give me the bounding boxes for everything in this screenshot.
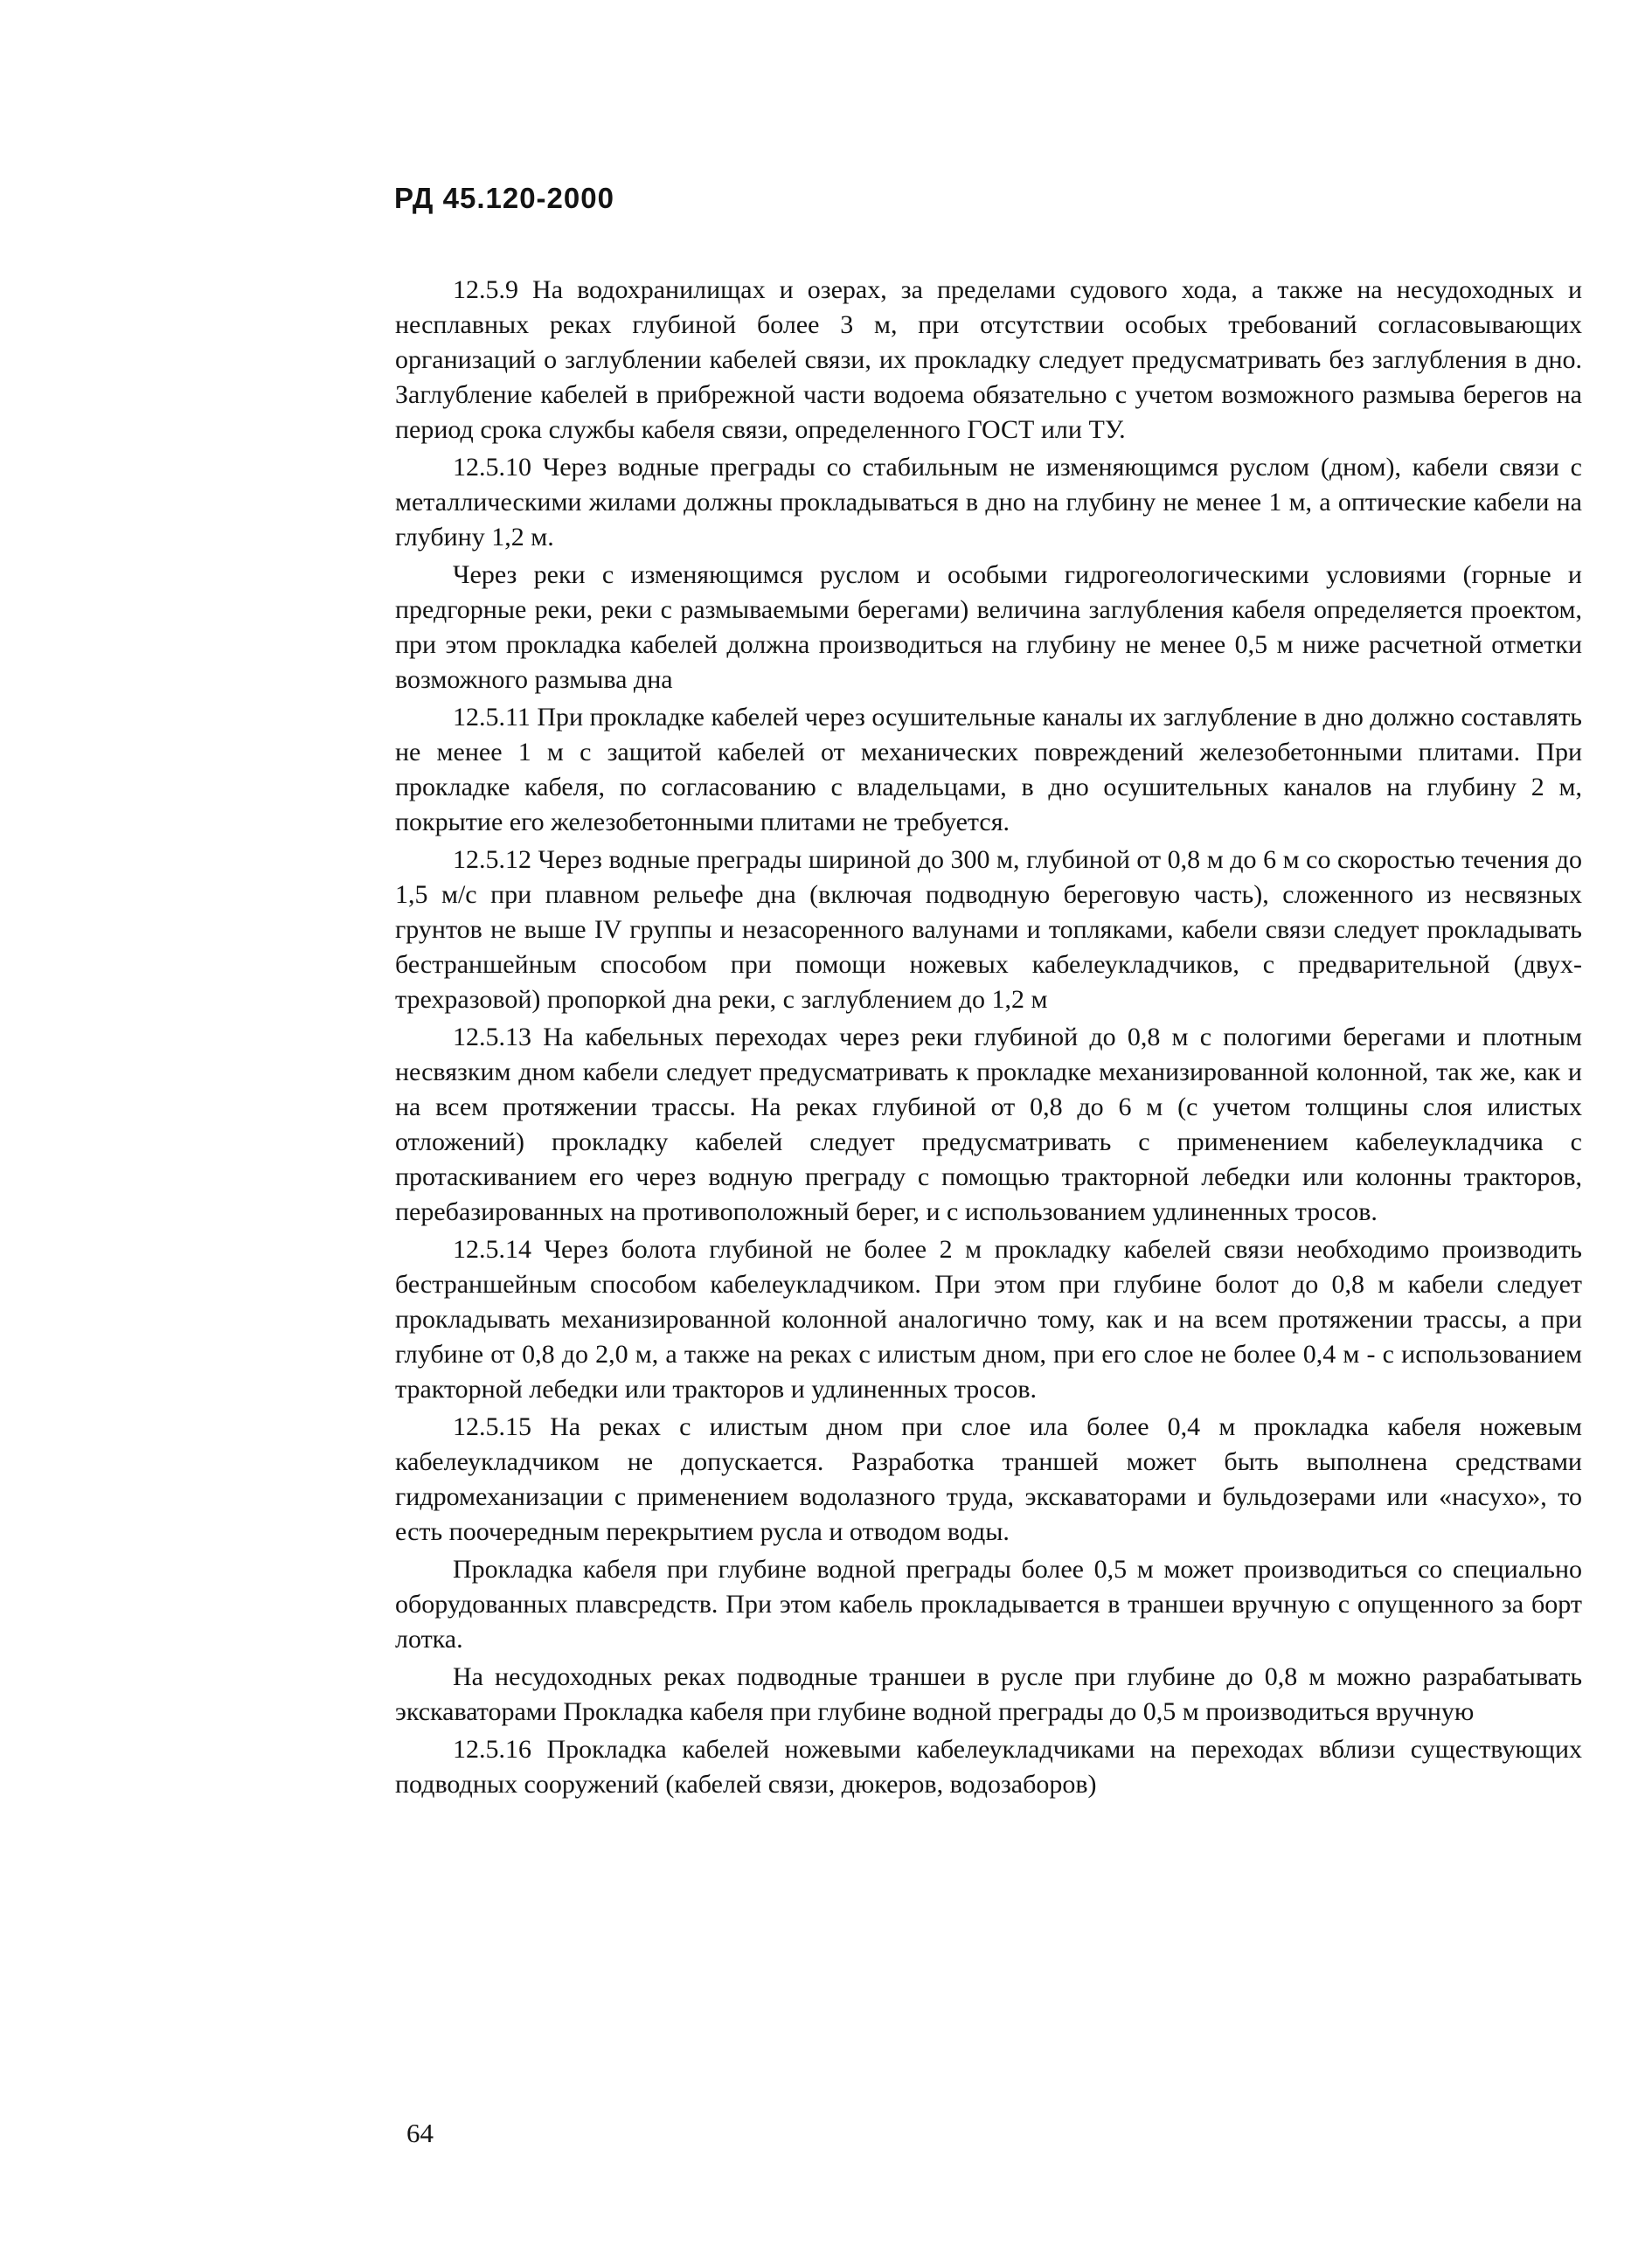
paragraph-12-5-15-vessels: Прокладка кабеля при глубине водной преграды более 0,5 м может производиться со специально оборудованных плавсредств. При этом кабель прокладывается в траншеи вручную с опущенного за борт лотка. (395, 1555, 1582, 1654)
paragraph-12-5-15: 12.5.15 На реках с илистым дном при слое ила более 0,4 м прокладка кабеля ножевым кабелеукладчиком не допускается. Разработка траншей может быть выполнена средствами гидромеханизации с применением водолазного труда, экскаваторами и бульдозерами или «насухо», то есть поочередным перекрытием русла и отводом воды. (395, 1412, 1582, 1546)
document-code-header: РД 45.120-2000 (394, 182, 614, 214)
paragraph-12-5-14: 12.5.14 Через болота глубиной не более 2 м прокладку кабелей связи необходимо производить бестраншейным способом кабелеукладчиком. При этом при глубине болот до 0,8 м кабели следует прокладывать механизированной колонной аналогично тому, как и на всем протяжении трассы, а при глубине от 0,8 до 2,0 м, а также на реках с илистым дном, при его слое не более 0,4 м - с использованием тракторной лебедки или тракторов и удлиненных тросов. (395, 1235, 1582, 1404)
paragraph-12-5-12: 12.5.12 Через водные преграды шириной до 300 м, глубиной от 0,8 м до 6 м со скоростью течения до 1,5 м/с при плавном рельефе дна (включая подводную береговую часть), сложенного из несвязных грунтов не выше IV группы и незасоренного валунами и топляками, кабели связи следует прокладывать бестраншейным способом при помощи ножевых кабелеукладчиков, с предварительной (двух-трехразовой) пропоркой дна реки, с заглублением до 1,2 м (395, 845, 1582, 1014)
paragraph-12-5-9: 12.5.9 На водохранилищах и озерах, за пределами судового хода, а также на несудоходных и несплавных реках глубиной более 3 м, при отсутствии особых требований согласовывающих организаций о заглублении кабелей связи, их прокладку следует предусматривать без заглубления в дно. Заглубление кабелей в прибрежной части водоема обязательно с учетом возможного размыва берегов на период срока службы кабеля связи, определенного ГОСТ или ТУ. (395, 275, 1582, 444)
page-number: 64 (406, 2118, 434, 2148)
paragraph-12-5-11: 12.5.11 При прокладке кабелей через осушительные каналы их заглубление в дно должно составлять не менее 1 м с защитой кабелей от механических повреждений железобетонными плитами. При прокладке кабеля, по согласованию с владельцами, в дно осушительных каналов на глубину 2 м, покрытие его железобетонными плитами не требуется. (395, 703, 1582, 836)
paragraph-12-5-10: 12.5.10 Через водные преграды со стабильным не изменяющимся руслом (дном), кабели связи с металлическими жилами должны прокладываться в дно на глубину не менее 1 м, а оптические кабели на глубину 1,2 м. (395, 453, 1582, 551)
paragraph-12-5-15-excavators: На несудоходных реках подводные траншеи в русле при глубине до 0,8 м можно разрабатывать экскаваторами Прокладка кабеля при глубине водной преграды до 0,5 м производиться вручную (395, 1662, 1582, 1726)
paragraph-12-5-13: 12.5.13 На кабельных переходах через реки глубиной до 0,8 м с пологими берегами и плотным несвязким дном кабели следует предусматривать к прокладке механизированной колонной, так же, как и на всем протяжении трассы. На реках глубиной от 0,8 до 6 м (с учетом толщины слоя илистых отложений) прокладку кабелей следует предусматривать с применением кабелеукладчика с протаскиванием его через водную преграду с помощью тракторной лебедки или колонны тракторов, перебазированных на противоположный берег, и с использованием удлиненных тросов. (395, 1023, 1582, 1226)
document-body (395, 273, 1582, 1805)
paragraph-12-5-10-rivers: Через реки с изменяющимся руслом и особыми гидрогеологическими условиями (горные и предгорные реки, реки с размываемыми берегами) величина заглубления кабеля определяется проектом, при этом прокладка кабелей должна производиться на глубину не менее 0,5 м ниже расчетной отметки возможного размыва дна (395, 560, 1582, 694)
paragraph-12-5-16: 12.5.16 Прокладка кабелей ножевыми кабелеукладчиками на переходах вблизи существующих подводных сооружений (кабелей связи, дюкеров, водозаборов) (395, 1735, 1582, 1799)
